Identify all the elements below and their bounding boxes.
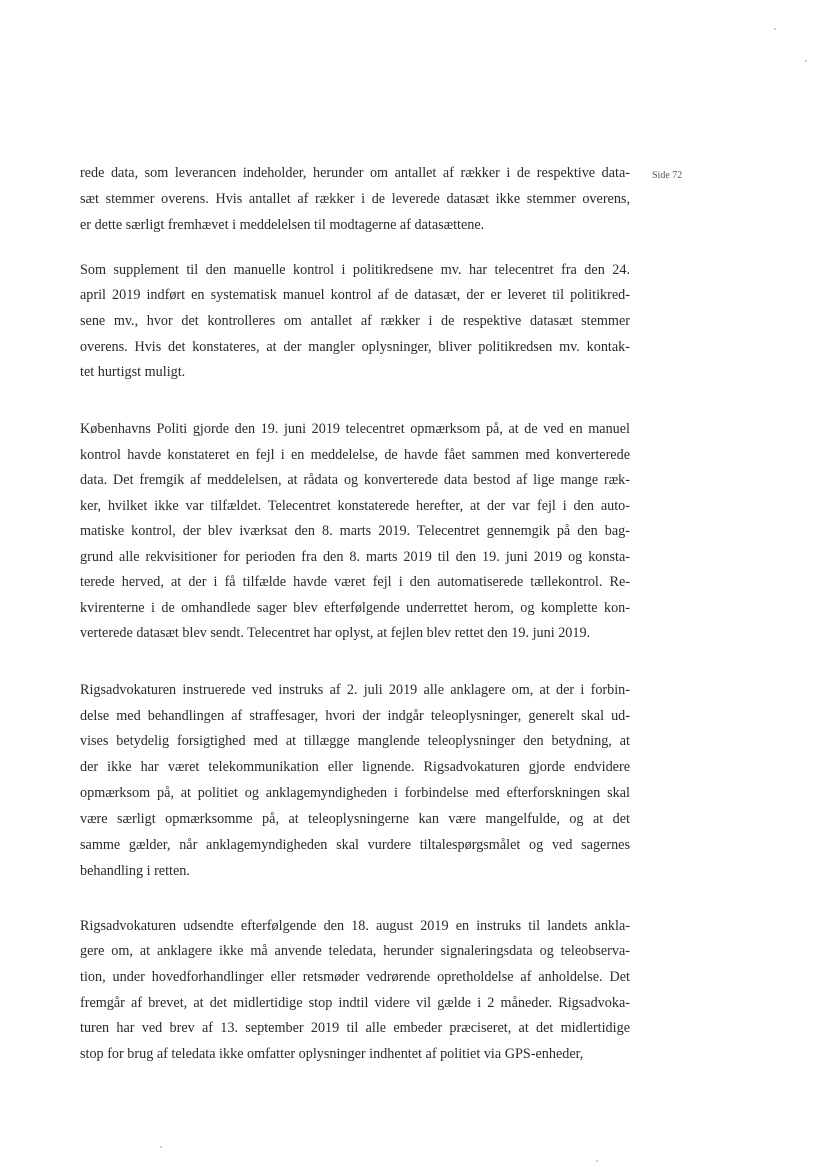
text-line: delse med behandlingen af straffesager, hvori der indgår teleoplysninger, generelt skal ud- — [80, 708, 630, 724]
text-line: verterede datasæt blev sendt. Telecentret har oplyst, at fejlen blev rettet den 19. juni 2019. — [80, 625, 591, 641]
text-line: Københavns Politi gjorde den 19. juni 2019 telecentret opmærksom på, at de ved en manuel — [80, 421, 630, 437]
text-line: april 2019 indført en systematisk manuel kontrol af de datasæt, der er leveret til politikred- — [80, 287, 630, 303]
page-number: Side 72 — [652, 170, 683, 181]
text-line: Rigsadvokaturen udsendte efterfølgende den 18. august 2019 en instruks til landets ankla- — [80, 918, 630, 934]
text-line: behandling i retten. — [80, 863, 190, 879]
text-line: overens. Hvis det konstateres, at der mangler oplysninger, bliver politikredsen mv. kontak- — [80, 339, 630, 355]
scan-speck — [596, 1160, 598, 1162]
text-line: Som supplement til den manuelle kontrol i politikredsene mv. har telecentret fra den 24. — [80, 262, 630, 278]
text-line: kontrol havde konstateret en fejl i en meddelelse, de havde fået sammen med konverterede — [80, 447, 630, 463]
text-line: være særligt opmærksomme på, at teleoplysningerne kan være mangelfulde, og at det — [80, 811, 630, 827]
text-line: tet hurtigst muligt. — [80, 364, 186, 380]
text-line: rede data, som leverancen indeholder, herunder om antallet af rækker i de respektive data- — [80, 165, 630, 181]
text-line: stop for brug af teledata ikke omfatter oplysninger indhentet af politiet via GPS-enheder, — [80, 1046, 584, 1062]
text-line: gere om, at anklagere ikke må anvende teledata, herunder signaleringsdata og teleobserva- — [80, 943, 630, 959]
text-line: samme gælder, når anklagemyndigheden skal vurdere tiltalespørgsmålet og ved sagernes — [80, 837, 630, 853]
text-line: Rigsadvokaturen instruerede ved instruks af 2. juli 2019 alle anklagere om, at der i forbin- — [80, 682, 630, 698]
text-line: sene mv., hvor det kontrolleres om antallet af rækker i de respektive datasæt stemmer — [80, 313, 630, 329]
text-line: kvirenterne i de omhandlede sager blev efterfølgende underrettet herom, og komplette kon- — [80, 600, 630, 616]
text-line: tion, under hovedforhandlinger eller retsmøder vedrørende opretholdelse af anholdelse. Det — [80, 969, 630, 985]
text-line: fremgår af brevet, at det midlertidige stop indtil videre vil gælde i 2 måneder. Rigsadvoka- — [80, 995, 630, 1011]
text-line: er dette særligt fremhævet i meddelelsen til modtagerne af datasættene. — [80, 217, 485, 233]
scan-speck — [160, 1146, 162, 1148]
text-line: vises betydelig forsigtighed med at tillægge manglende teleoplysninger den betydning, at — [80, 733, 630, 749]
text-line: opmærksom på, at politiet og anklagemyndigheden i forbindelse med efterforskningen skal — [80, 785, 630, 801]
text-line: grund alle rekvisitioner for perioden fra den 8. marts 2019 til den 19. juni 2019 og konsta- — [80, 549, 630, 565]
text-line: der ikke har været telekommunikation eller lignende. Rigsadvokaturen gjorde endvidere — [80, 759, 630, 775]
text-line: terede herved, at der i få tilfælde havde været fejl i den automatiserede tællekontrol. Re- — [80, 574, 630, 590]
text-line: ker, hvilket ikke var tilfældet. Telecentret konstaterede herefter, at der var fejl i den auto- — [80, 498, 630, 514]
text-line: data. Det fremgik af meddelelsen, at rådata og konverterede data bestod af lige mange ræk- — [80, 472, 630, 488]
scan-speck — [774, 28, 776, 30]
text-line: turen har ved brev af 13. september 2019 til alle embeder præciseret, at det midlertidige — [80, 1020, 630, 1036]
text-line: matiske kontrol, der blev iværksat den 8. marts 2019. Telecentret gennemgik på den bag- — [80, 523, 630, 539]
scan-speck — [805, 60, 807, 62]
text-line: sæt stemmer overens. Hvis antallet af rækker i de leverede datasæt ikke stemmer overens, — [80, 191, 630, 207]
